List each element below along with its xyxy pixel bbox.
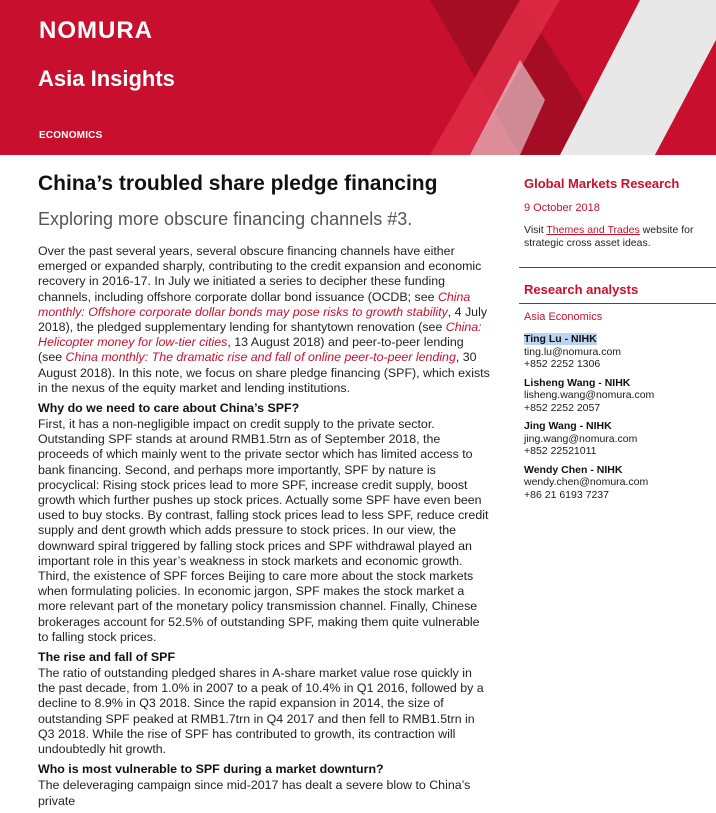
analyst-entity: - NIHK [576, 420, 612, 432]
analyst-phone: +852 22521011 [524, 445, 597, 457]
page-title: China’s troubled share pledge financing [38, 172, 438, 195]
sidebar [524, 176, 716, 250]
sidebar-title: Global Markets Research [524, 176, 680, 191]
analyst-card [524, 420, 714, 458]
analyst-entity: - NIHK [595, 376, 631, 389]
team-name: Asia Economics [524, 311, 603, 323]
analyst-phone: +852 2252 1306 [524, 358, 601, 370]
analyst-card [524, 377, 714, 415]
analyst-name [524, 464, 714, 477]
intro-text-3: , 13 August 2018) and peer-to-peer lending (see [38, 335, 464, 365]
analyst-list [524, 333, 714, 507]
header-banner [0, 0, 716, 155]
intro-text-4: , 30 August 2018). In this note, we focus on share pledge financing (SPF), which exists in the nexus of the equity market and lending institutions. [38, 350, 490, 395]
analyst-email[interactable]: jing.wang@nomura.com [524, 432, 638, 445]
section-paragraph: First, it has a non-negligible impact on credit supply to the private sector. Outstanding SPF stands at around RMB1.5trn as of September 2018, the proceeds of which mainly went to the private sector which has limited access to bank financing. Second, and perhaps more importantly, SPF by nature is procyclical: Rising stock prices lead to more SPF, increase credit supply, boost growth which further pushes up stock prices. Actually some SPF have even been used to buy stocks. By contrast, falling stock prices lead to less SPF, reduce credit supply and dent growth which adds pressure to stock prices. In our view, the downward spiral triggered by falling stock prices and SPF withdrawal played an important role in this year’s weakness in stock markets and economic growth. Third, the existence of SPF forces Beijing to care more about the stock markets when formulating policies. In economic jargon, SPF makes the stock market a more relevant part of the monetary policy transmission channel. Finally, Chinese brokerages account for 52.5% of outstanding SPF, making them quite vulnerable to falling stock prices. [38, 417, 489, 644]
report-link-ocdb[interactable]: China monthly: Offshore corporate dollar bonds may pose risks to growth stability [38, 289, 471, 319]
series-title: Asia Insights [38, 66, 175, 91]
section-paragraph: The ratio of outstanding pledged shares in A-share market value rose quickly in the past decade, from 1.0% in 2007 to a peak of 10.4% in Q1 2016, followed by a decline to 8.9% in Q3 2018. Since the rapid expansion in 2014, the size of outstanding SPF peaked at RMB1.7trn in Q4 2017 and then fell to RMB1.5trn in Q3 2018. While the rise of SPF has contributed to growth, its contraction will undoubtedly hit growth. [38, 666, 484, 757]
page-subtitle: Exploring more obscure financing channels #3. [38, 209, 413, 229]
visit-text-end: website for strategic cross asset ideas. [524, 224, 694, 249]
themes-and-trades-link[interactable]: Themes and Trades [546, 224, 640, 236]
intro-text-1: Over the past several years, several obscure financing channels have either emerged or expanded sharply, contributing to the credit expansion and economic recovery in 2016-17. In July we initiated a series to decipher these funding channels, including offshore corporate dollar bond issuance (OCDB; see [38, 244, 482, 304]
analyst-card [524, 333, 714, 371]
analyst-phone: +86 21 6193 7237 [524, 488, 609, 501]
visit-note [524, 224, 704, 250]
analyst-email[interactable]: ting.lu@nomura.com [524, 345, 622, 358]
analyst-card [524, 464, 714, 502]
analyst-name [524, 333, 714, 346]
visit-text: Visit [524, 224, 547, 236]
analyst-entity: - NIHK [561, 333, 597, 345]
report-link-p2p-lending[interactable]: China monthly: The dramatic rise and fall of online peer-to-peer lending [65, 350, 456, 365]
analyst-name-text: Wendy Chen [524, 463, 588, 476]
analyst-name [524, 377, 714, 390]
analyst-phone: +852 2252 2057 [524, 401, 601, 414]
analyst-entity: - NIHK [587, 463, 623, 476]
section-tag: ECONOMICS [39, 130, 103, 141]
analyst-name-text: Ting Lu [524, 333, 562, 345]
article-body [38, 244, 490, 813]
section-heading: Who is most vulnerable to SPF during a market downturn? [38, 762, 384, 777]
analyst-name-text: Jing Wang [524, 420, 577, 432]
intro-text-2: , 4 July 2018), the pledged supplementary lending for shantytown renovation (see [38, 304, 488, 335]
analyst-name-text: Lisheng Wang [524, 376, 596, 389]
report-link-helicopter-money[interactable]: China: Helicopter money for low-tier cities [38, 320, 482, 350]
analyst-email[interactable]: wendy.chen@nomura.com [524, 476, 649, 488]
analyst-email[interactable]: lisheng.wang@nomura.com [524, 389, 655, 401]
analyst-name [524, 420, 714, 433]
section-heading: The rise and fall of SPF [38, 650, 176, 665]
sidebar-divider [519, 267, 716, 268]
section-heading: Why do we need to care about China’s SPF? [38, 401, 300, 416]
intro-paragraph [38, 244, 490, 396]
analysts-heading: Research analysts [524, 282, 639, 297]
report-date: 9 October 2018 [524, 202, 600, 214]
sidebar-divider [519, 303, 716, 304]
section-paragraph: The deleveraging campaign since mid-2017 has dealt a severe blow to China’s private [38, 778, 471, 808]
nomura-logo: NOMURA [39, 17, 153, 44]
